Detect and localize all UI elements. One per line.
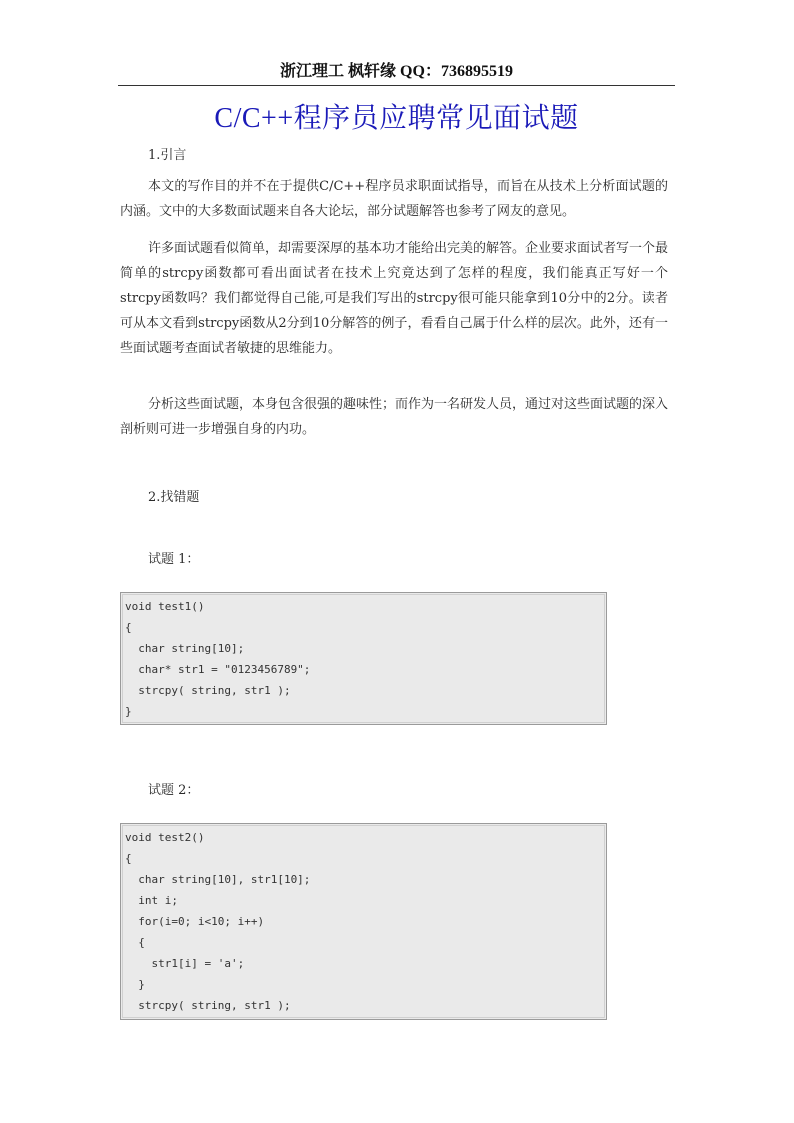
intro-paragraph-3: 分析这些面试题，本身包含很强的趣味性；而作为一名研发人员，通过对这些面试题的深入剖析则可进一步增强自身的内功。 [120, 397, 669, 437]
document-title: C/C++程序员应聘常见面试题 [214, 103, 579, 134]
intro-paragraph-2: 许多面试题看似简单，却需要深厚的基本功才能给出完美的解答。企业要求面试者写一个最简单的strcpy函数都可看出面试者在技术上究竟达到了怎样的程度，我们能真正写好一个strcpy函数吗？我们都觉得自己能,可是我们写出的strcpy很可能只能拿到10分中的2分。读者可从本文看到strcpy函数从2分到10分解答的例子，看看自己属于什么样的层次。此外，还有一些面试题考查面试者敏捷的思维能力。 [120, 241, 669, 356]
intro-paragraph-1: 本文的写作目的并不在于提供C/C++程序员求职面试指导，而旨在从技术上分析面试题的内涵。文中的大多数面试题来自各大论坛，部分试题解答也参考了网友的意见。 [120, 179, 668, 219]
code-line: } [125, 978, 145, 991]
code-line: char string[10]; [125, 642, 245, 655]
test1-code-block [120, 592, 607, 725]
code-line: str1[i] = 'a'; [125, 957, 245, 970]
code-line: { [125, 936, 145, 949]
section-heading-find-errors: 2.找错题 [148, 490, 200, 505]
code-line: } [125, 705, 132, 718]
code-line: int i; [125, 894, 178, 907]
test2-label: 试题 2： [148, 783, 200, 798]
code-line: { [125, 852, 132, 865]
test1-label: 试题 1： [148, 552, 200, 567]
code-line: for(i=0; i<10; i++) [125, 915, 265, 928]
code-line: char string[10], str1[10]; [125, 873, 311, 886]
code-line: void test1() [125, 600, 205, 613]
page-header: 浙江理工 枫轩缘 QQ：736895519 [118, 58, 675, 86]
test2-code-block [120, 823, 607, 1020]
section-heading-intro: 1.引言 [148, 148, 187, 163]
code-line: strcpy( string, str1 ); [125, 999, 291, 1012]
code-line: strcpy( string, str1 ); [125, 684, 291, 697]
code-line: void test2() [125, 831, 205, 844]
code-line: char* str1 = "0123456789"; [125, 663, 311, 676]
code-line: { [125, 621, 132, 634]
